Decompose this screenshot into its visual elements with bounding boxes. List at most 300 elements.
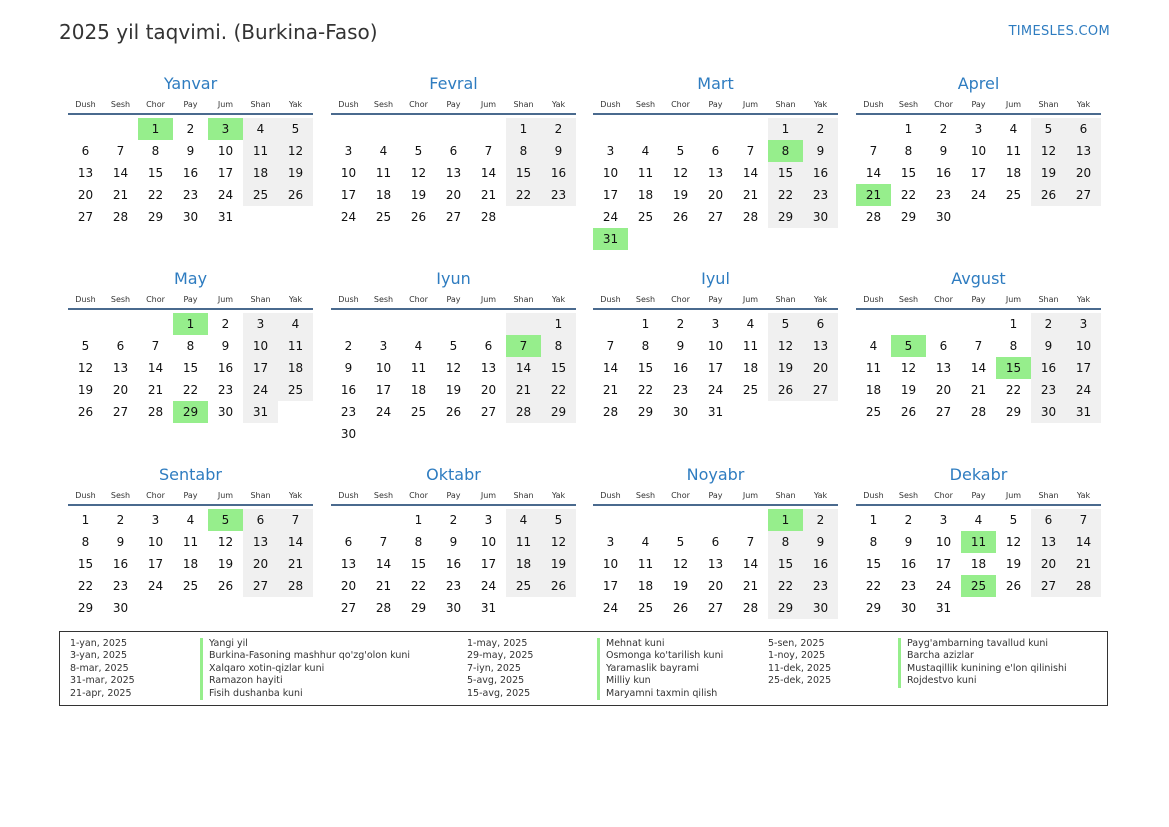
day-cell: 1 — [641, 317, 650, 331]
day-cell: 3 — [711, 317, 720, 331]
weekday-header — [68, 292, 313, 310]
weekday-label: Pay — [446, 491, 461, 500]
day-cell: 23 — [541, 184, 576, 206]
weekday-label: Pay — [183, 491, 198, 500]
day-cell: 20 — [707, 188, 724, 202]
day-cell: 18 — [375, 188, 392, 202]
month-may — [68, 268, 313, 423]
day-cell: 5 — [278, 118, 313, 140]
day-cell: 10 — [217, 144, 234, 158]
weekday-label: Shan — [513, 295, 534, 304]
day-cell: 5 — [449, 339, 458, 353]
day-cell: 29 — [77, 601, 94, 615]
day-cell: 6 — [1066, 118, 1101, 140]
legend-row — [70, 675, 410, 687]
month-iyul — [593, 268, 838, 423]
day-cell: 8 — [869, 535, 878, 549]
day-cell: 24 — [147, 579, 164, 593]
weekday-label: Pay — [446, 295, 461, 304]
day-cell: 16 — [445, 557, 462, 571]
day-cell: 16 — [182, 166, 199, 180]
day-cell: 24 — [602, 210, 619, 224]
weekday-label: Shan — [775, 491, 796, 500]
day-cell: 1 — [81, 513, 90, 527]
day-cell: 6 — [484, 339, 493, 353]
day-cell: 14 — [742, 166, 759, 180]
day-cell: 22 — [410, 579, 427, 593]
day-cell: 10 — [602, 166, 619, 180]
weekday-label: Dush — [600, 295, 621, 304]
empty-cell — [401, 118, 436, 140]
day-cell: 25 — [637, 601, 654, 615]
day-cell: 23 — [340, 405, 357, 419]
day-cell: 13 — [803, 335, 838, 357]
day-grid — [68, 509, 313, 619]
day-cell: 22 — [768, 184, 803, 206]
weekday-label: Sesh — [635, 295, 656, 304]
day-grid — [593, 118, 838, 250]
day-cell: 17 — [602, 579, 619, 593]
day-cell: 3 — [151, 513, 160, 527]
weekday-label: Chor — [671, 295, 690, 304]
day-cell: 6 — [243, 509, 278, 531]
day-cell: 23 — [182, 188, 199, 202]
empty-cell — [628, 118, 663, 140]
day-cell: 14 — [480, 166, 497, 180]
day-cell: 7 — [484, 144, 493, 158]
day-cell: 6 — [116, 339, 125, 353]
day-cell: 8 — [414, 535, 423, 549]
weekday-label: Chor — [671, 491, 690, 500]
empty-cell — [366, 313, 401, 335]
day-cell: 28 — [742, 601, 759, 615]
day-grid — [593, 509, 838, 619]
day-cell: 2 — [221, 317, 230, 331]
day-cell: 31 — [935, 601, 952, 615]
holiday-day-cell: 15 — [996, 357, 1031, 379]
day-cell: 5 — [1009, 513, 1018, 527]
weekday-label: Pay — [183, 100, 198, 109]
day-cell: 18 — [742, 361, 759, 375]
holiday-date: 1-noy, 2025 — [768, 650, 826, 662]
weekday-header — [331, 292, 576, 310]
weekday-label: Shan — [775, 295, 796, 304]
day-cell: 28 — [112, 210, 129, 224]
day-cell: 25 — [182, 579, 199, 593]
day-grid — [856, 509, 1101, 619]
day-cell: 13 — [935, 361, 952, 375]
empty-cell — [593, 509, 628, 531]
day-cell: 28 — [1066, 575, 1101, 597]
day-cell: 21 — [1066, 553, 1101, 575]
holiday-name: Ramazon hayiti — [200, 675, 283, 687]
day-cell: 4 — [746, 317, 755, 331]
weekday-label: Shan — [513, 491, 534, 500]
day-cell: 24 — [707, 383, 724, 397]
day-cell: 15 — [541, 357, 576, 379]
month-sentabr — [68, 464, 313, 619]
day-cell: 4 — [869, 339, 878, 353]
month-name: Sentabr — [159, 465, 222, 484]
weekday-header — [593, 292, 838, 310]
holiday-day-cell: 1 — [768, 509, 803, 531]
empty-cell — [733, 509, 768, 531]
day-cell: 18 — [865, 383, 882, 397]
empty-cell — [331, 313, 366, 335]
holiday-day-cell: 21 — [856, 184, 891, 206]
holiday-day-cell: 29 — [173, 401, 208, 423]
day-cell: 14 — [970, 361, 987, 375]
day-cell: 29 — [900, 210, 917, 224]
weekday-header — [856, 292, 1101, 310]
empty-cell — [471, 313, 506, 335]
weekday-label: Yak — [813, 491, 828, 500]
day-cell: 3 — [484, 513, 493, 527]
day-cell: 7 — [151, 339, 160, 353]
day-cell: 17 — [707, 361, 724, 375]
day-cell: 20 — [707, 579, 724, 593]
weekday-label: Jum — [480, 491, 497, 500]
holiday-date: 3-yan, 2025 — [70, 650, 127, 662]
weekday-label: Shan — [250, 491, 271, 500]
day-cell: 14 — [375, 557, 392, 571]
day-cell: 20 — [803, 357, 838, 379]
day-cell: 3 — [606, 535, 615, 549]
day-cell: 2 — [1031, 313, 1066, 335]
holiday-date: 5-sen, 2025 — [768, 638, 825, 649]
day-cell: 28 — [375, 601, 392, 615]
day-cell: 12 — [672, 557, 689, 571]
day-cell: 13 — [77, 166, 94, 180]
day-cell: 8 — [506, 140, 541, 162]
day-cell: 31 — [707, 405, 724, 419]
day-cell: 17 — [1066, 357, 1101, 379]
day-cell: 26 — [541, 575, 576, 597]
month-name: Mart — [697, 74, 734, 93]
holiday-date: 1-yan, 2025 — [70, 638, 127, 649]
day-grid — [331, 509, 576, 619]
day-cell: 16 — [900, 557, 917, 571]
month-mart — [593, 73, 838, 250]
day-cell: 14 — [147, 361, 164, 375]
day-cell: 6 — [1031, 509, 1066, 531]
legend-column — [70, 638, 410, 700]
day-cell: 18 — [637, 579, 654, 593]
day-cell: 7 — [379, 535, 388, 549]
month-oktabr — [331, 464, 576, 619]
legend-row — [768, 650, 1067, 662]
holiday-name: Milliy kun — [597, 675, 651, 687]
empty-cell — [436, 313, 471, 335]
day-cell: 27 — [1066, 184, 1101, 206]
empty-cell — [138, 313, 173, 335]
weekday-label: Dush — [338, 295, 359, 304]
weekday-label: Shan — [1038, 491, 1059, 500]
holiday-name: Yaramaslik bayrami — [597, 663, 699, 675]
weekday-label: Dush — [600, 491, 621, 500]
day-cell: 16 — [1031, 357, 1066, 379]
day-cell: 16 — [803, 162, 838, 184]
day-cell: 12 — [672, 166, 689, 180]
weekday-label: Pay — [971, 491, 986, 500]
weekday-label: Chor — [934, 295, 953, 304]
weekday-label: Jum — [1005, 100, 1022, 109]
holiday-day-cell: 5 — [891, 335, 926, 357]
month-name: Noyabr — [686, 465, 745, 484]
day-cell: 12 — [1031, 140, 1066, 162]
day-cell: 10 — [935, 535, 952, 549]
holiday-name: Osmonga ko'tarilish kuni — [597, 650, 723, 662]
weekday-label: Chor — [934, 491, 953, 500]
day-cell: 15 — [768, 553, 803, 575]
day-cell: 11 — [506, 531, 541, 553]
weekday-label: Chor — [671, 100, 690, 109]
day-cell: 14 — [278, 531, 313, 553]
day-cell: 3 — [606, 144, 615, 158]
day-cell: 4 — [506, 509, 541, 531]
day-cell: 23 — [1031, 379, 1066, 401]
day-cell: 17 — [243, 357, 278, 379]
day-cell: 28 — [506, 401, 541, 423]
legend-row — [70, 663, 410, 675]
weekday-label: Chor — [146, 100, 165, 109]
day-grid — [331, 118, 576, 228]
day-cell: 27 — [480, 405, 497, 419]
day-cell: 15 — [865, 557, 882, 571]
day-cell: 4 — [278, 313, 313, 335]
day-cell: 13 — [1031, 531, 1066, 553]
weekday-label: Pay — [708, 491, 723, 500]
empty-cell — [663, 509, 698, 531]
empty-cell — [366, 118, 401, 140]
day-cell: 14 — [1066, 531, 1101, 553]
day-cell: 27 — [707, 601, 724, 615]
day-cell: 1 — [1009, 317, 1018, 331]
day-cell: 16 — [112, 557, 129, 571]
day-cell: 9 — [803, 531, 838, 553]
day-cell: 9 — [904, 535, 913, 549]
day-cell: 30 — [803, 597, 838, 619]
day-cell: 19 — [1005, 557, 1022, 571]
day-cell: 4 — [243, 118, 278, 140]
day-cell: 26 — [1005, 579, 1022, 593]
weekday-label: Jum — [217, 295, 234, 304]
weekday-label: Jum — [217, 491, 234, 500]
weekday-label: Yak — [1076, 491, 1091, 500]
weekday-label: Yak — [288, 100, 303, 109]
empty-cell — [471, 118, 506, 140]
weekday-label: Sesh — [898, 100, 919, 109]
day-cell: 26 — [1031, 184, 1066, 206]
legend-column — [467, 638, 723, 700]
holiday-name: Rojdestvo kuni — [898, 675, 977, 687]
weekday-header — [68, 488, 313, 506]
weekday-label: Chor — [409, 295, 428, 304]
day-cell: 28 — [742, 210, 759, 224]
day-cell: 17 — [340, 188, 357, 202]
holiday-day-cell: 11 — [961, 531, 996, 553]
day-cell: 20 — [340, 579, 357, 593]
month-name: Dekabr — [949, 465, 1008, 484]
day-cell: 17 — [480, 557, 497, 571]
day-cell: 13 — [480, 361, 497, 375]
weekday-label: Shan — [775, 100, 796, 109]
day-cell: 29 — [637, 405, 654, 419]
legend-row — [768, 675, 1067, 687]
day-cell: 12 — [445, 361, 462, 375]
day-cell: 8 — [1009, 339, 1018, 353]
day-cell: 30 — [112, 601, 129, 615]
holiday-date: 11-dek, 2025 — [768, 662, 832, 674]
weekday-label: Chor — [146, 491, 165, 500]
empty-cell — [593, 313, 628, 335]
day-cell: 19 — [217, 557, 234, 571]
weekday-header — [593, 97, 838, 115]
weekday-header — [68, 97, 313, 115]
day-cell: 9 — [116, 535, 125, 549]
holiday-date: 21-apr, 2025 — [70, 687, 132, 699]
weekday-label: Jum — [742, 100, 759, 109]
holiday-date: 7-iyn, 2025 — [467, 662, 521, 674]
day-cell: 16 — [340, 383, 357, 397]
day-cell: 18 — [278, 357, 313, 379]
day-cell: 23 — [672, 383, 689, 397]
holiday-date: 15-avg, 2025 — [467, 687, 531, 699]
day-cell: 14 — [742, 557, 759, 571]
legend-column — [768, 638, 1067, 688]
day-cell: 10 — [375, 361, 392, 375]
weekday-label: Sesh — [898, 295, 919, 304]
day-cell: 19 — [1031, 162, 1066, 184]
day-cell: 30 — [182, 210, 199, 224]
day-cell: 14 — [865, 166, 882, 180]
day-cell: 24 — [217, 188, 234, 202]
day-cell: 2 — [541, 118, 576, 140]
day-cell: 12 — [77, 361, 94, 375]
day-cell: 10 — [970, 144, 987, 158]
empty-cell — [891, 313, 926, 335]
weekday-label: Pay — [708, 295, 723, 304]
empty-cell — [733, 118, 768, 140]
weekday-label: Chor — [146, 295, 165, 304]
day-cell: 3 — [243, 313, 278, 335]
month-iyun — [331, 268, 576, 445]
site-link[interactable]: TIMESLES.COM — [1008, 24, 1110, 39]
month-name: Oktabr — [426, 465, 481, 484]
day-cell: 2 — [939, 122, 948, 136]
day-cell: 25 — [410, 405, 427, 419]
day-cell: 21 — [506, 379, 541, 401]
day-cell: 27 — [243, 575, 278, 597]
day-cell: 28 — [278, 575, 313, 597]
day-cell: 6 — [939, 339, 948, 353]
weekday-label: Jum — [480, 100, 497, 109]
day-cell: 11 — [742, 339, 759, 353]
day-cell: 26 — [410, 210, 427, 224]
holiday-name: Maryamni taxmin qilish — [597, 688, 717, 700]
day-cell: 22 — [768, 575, 803, 597]
holiday-date: 5-avg, 2025 — [467, 675, 525, 687]
weekday-label: Chor — [409, 100, 428, 109]
empty-cell — [926, 313, 961, 335]
weekday-header — [856, 97, 1101, 115]
day-cell: 29 — [768, 206, 803, 228]
day-cell: 27 — [935, 405, 952, 419]
day-cell: 23 — [445, 579, 462, 593]
day-cell: 13 — [707, 166, 724, 180]
day-cell: 17 — [217, 166, 234, 180]
day-cell: 27 — [77, 210, 94, 224]
empty-cell — [698, 118, 733, 140]
weekday-label: Yak — [288, 295, 303, 304]
day-cell: 14 — [602, 361, 619, 375]
weekday-label: Jum — [742, 295, 759, 304]
day-cell: 21 — [375, 579, 392, 593]
day-cell: 17 — [375, 383, 392, 397]
day-cell: 26 — [672, 601, 689, 615]
day-cell: 28 — [480, 210, 497, 224]
weekday-header — [331, 97, 576, 115]
day-cell: 24 — [375, 405, 392, 419]
day-cell: 8 — [768, 531, 803, 553]
day-cell: 4 — [641, 535, 650, 549]
empty-cell — [331, 509, 366, 531]
weekday-label: Sesh — [898, 491, 919, 500]
day-cell: 13 — [112, 361, 129, 375]
holiday-day-cell: 31 — [593, 228, 628, 250]
day-cell: 30 — [900, 601, 917, 615]
day-cell: 11 — [375, 166, 392, 180]
day-cell: 28 — [865, 210, 882, 224]
weekday-label: Yak — [551, 100, 566, 109]
day-cell: 11 — [243, 140, 278, 162]
legend-row — [70, 688, 410, 700]
day-cell: 21 — [112, 188, 129, 202]
day-cell: 19 — [541, 553, 576, 575]
day-cell: 5 — [676, 535, 685, 549]
day-cell: 9 — [449, 535, 458, 549]
day-cell: 10 — [480, 535, 497, 549]
day-cell: 31 — [480, 601, 497, 615]
holiday-name: Yangi yil — [200, 638, 248, 650]
weekday-label: Sesh — [635, 491, 656, 500]
month-noyabr — [593, 464, 838, 619]
day-cell: 9 — [1031, 335, 1066, 357]
weekday-label: Sesh — [635, 100, 656, 109]
day-cell: 9 — [541, 140, 576, 162]
day-cell: 25 — [1005, 188, 1022, 202]
day-cell: 3 — [974, 122, 983, 136]
day-cell: 20 — [1031, 553, 1066, 575]
weekday-label: Pay — [183, 295, 198, 304]
weekday-label: Shan — [513, 100, 534, 109]
day-cell: 25 — [278, 379, 313, 401]
holiday-date: 29-may, 2025 — [467, 650, 534, 662]
day-cell: 5 — [1031, 118, 1066, 140]
day-cell: 5 — [541, 509, 576, 531]
holiday-day-cell: 25 — [961, 575, 996, 597]
weekday-label: Shan — [250, 100, 271, 109]
weekday-label: Sesh — [373, 100, 394, 109]
day-cell: 7 — [1066, 509, 1101, 531]
day-cell: 9 — [939, 144, 948, 158]
day-cell: 25 — [637, 210, 654, 224]
weekday-label: Pay — [708, 100, 723, 109]
day-cell: 22 — [147, 188, 164, 202]
day-cell: 6 — [711, 535, 720, 549]
weekday-label: Chor — [409, 491, 428, 500]
day-cell: 19 — [77, 383, 94, 397]
